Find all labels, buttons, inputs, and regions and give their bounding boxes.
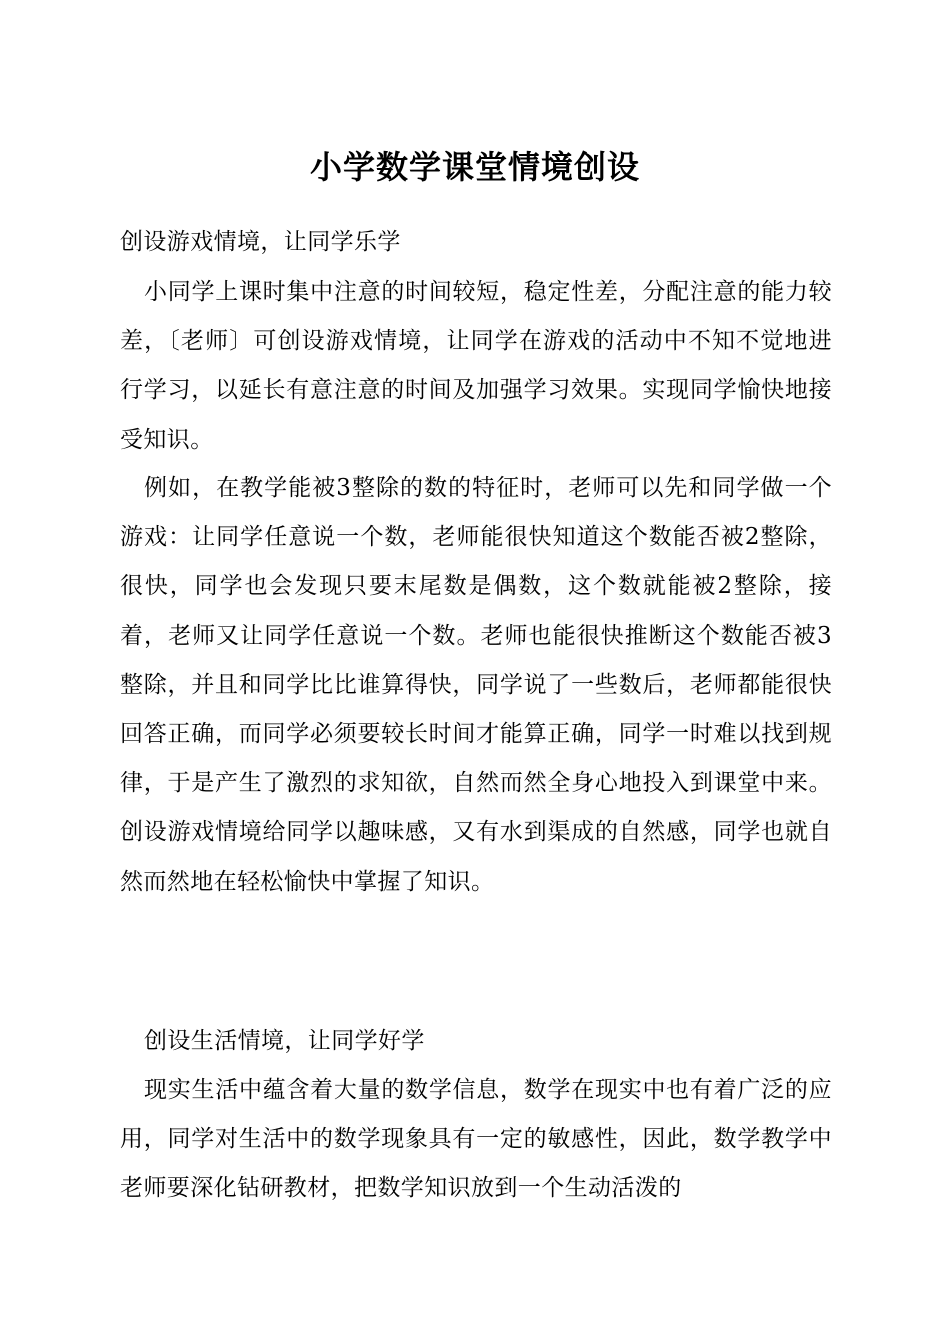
document-title: 小学数学课堂情境创设	[309, 148, 640, 186]
section-heading-game: 创设游戏情境，让同学乐学	[120, 229, 401, 255]
paragraph-real-life: 现实生活中蕴含着大量的数学信息，数学在现实中也有着广泛的应用，同学对生活中的数学现象具有一定的敏感性，因此，数学教学中老师要深化钻研教材，把数学知识放到一个生动活泼的	[120, 1077, 832, 1202]
section-heading-life: 创设生活情境，让同学好学	[144, 1028, 425, 1054]
paragraph-attention: 小同学上课时集中注意的时间较短，稳定性差，分配注意的能力较差，〔老师〕可创设游戏情境，让同学在游戏的活动中不知不觉地进行学习，以延长有意注意的时间及加强学习效果。实现同学愉快地接受知识。	[120, 279, 832, 453]
paragraph-example: 例如，在教学能被3整除的数的特征时，老师可以先和同学做一个游戏：让同学任意说一个数，老师能很快知道这个数能否被2整除，很快，同学也会发现只要末尾数是偶数，这个数就能被2整除，接着，老师又让同学任意说一个数。老师也能很快推断这个数能否被3整除，并且和同学比比谁算得快，同学说了一些数后，老师都能很快回答正确，而同学必须要较长时间才能算正确，同学一时难以找到规律，于是产生了激烈的求知欲，自然而然全身心地投入到课堂中来。 创设游戏情境给同学以趣味感，又有水到渠成的自然感，同学也就自然而然地在轻松愉快中掌握了知识。	[120, 475, 832, 895]
